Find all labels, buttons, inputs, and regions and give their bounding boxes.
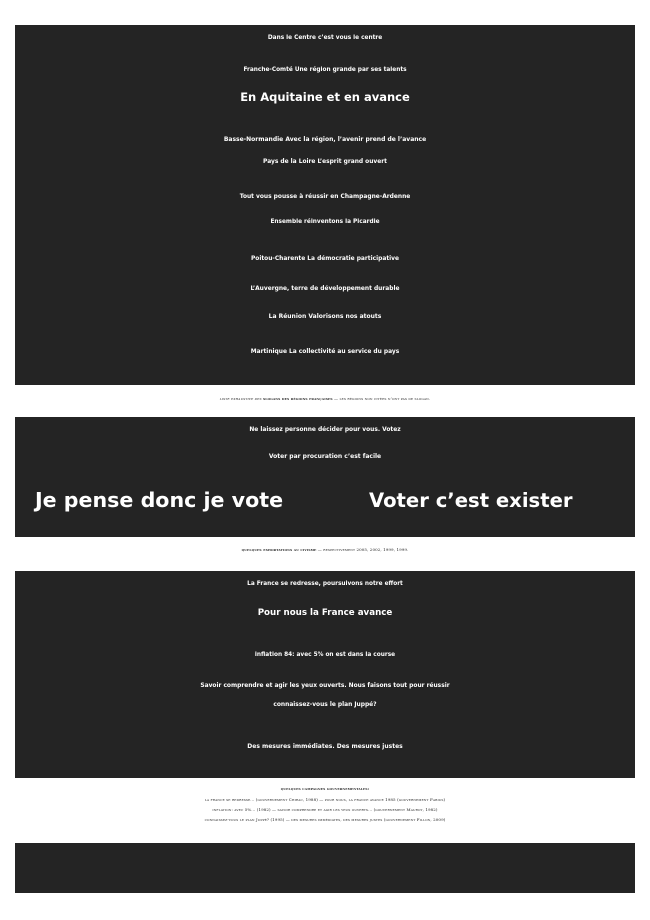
civisme-procuration: Voter par procuration c’est facile [268,453,382,460]
slogan-champagne-ardenne: Tout vous pousse à réussir en Champagne-Ardenne [239,194,411,200]
gouv-redresse: La France se redresse, poursuivons notre effort [247,581,403,587]
regions-caption-italic: liste exhaustive des [219,396,262,401]
gouv-savoir-comprendre: Savoir comprendre et agir les yeux ouverts. Nous faisons tout pour réussir [200,683,450,689]
gouv-france-avance: Pour nous la France avance [257,608,393,618]
civisme-caption [0,548,650,552]
slogan-martinique: Martinique La collectivité au service du pays [250,349,400,355]
regions-caption [0,397,650,401]
gouvernement-caption-line-2-text: inflation: avec 5%... (1982) — savoir comprendre et agir les yeux ouverts... (gouvernement Mauroy, 1982) [212,807,438,812]
slogan-auvergne: L’Auvergne, terre de développement durable [250,286,400,292]
regions-caption-bold: slogans des régions françaises [263,396,333,401]
empty-panel [15,843,635,893]
civisme-panel [15,417,635,537]
gouvernement-caption-title-text: quelques campagnes gouvernementales: [280,786,370,791]
slogan-centre: Dans le Centre c’est vous le centre [267,35,383,41]
gouvernement-caption-line-2 [0,808,650,812]
civisme-je-pense: Je pense donc je vote [35,488,284,512]
gouvernement-caption-line-3-text: connaissez-vous le plan Juppé? (1995) — des mesures immédiates, des mesures justes (gouvernement Fillon, 2009) [204,817,446,822]
gouv-mesures: Des mesures immédiates. Des mesures justes [247,743,403,750]
slogan-picardie: Ensemble réinventons la Picardie [270,219,380,225]
gouv-inflation: inflation 84: avec 5% on est dans la course [254,652,396,658]
gouv-plan-juppe: connaissez-vous le plan Juppé? [273,702,377,708]
civisme-caption-bold: quelques exhortations au civisme [241,547,317,552]
regions-panel [15,25,635,385]
slogan-basse-normandie: Basse-Normandie Avec la région, l’avenir prend de l’avance [223,136,427,143]
gouvernement-caption-line-3 [0,818,650,822]
slogan-franche-comte: Franche-Comté Une région grande par ses talents [243,67,407,73]
civisme-votez: Ne laissez personne décider pour vous. Votez [249,427,401,433]
gouvernement-panel [15,571,635,778]
slogan-reunion: La Réunion Valorisons nos atouts [268,313,382,320]
slogan-poitou-charente: Poitou-Charente La démocratie participative [250,256,400,262]
gouvernement-caption-line-1-text: la france se redresse... (gouvernement Chirac, 1988) — pour nous, la france avance 1985 (gouvernement Fabius) [204,797,446,802]
slogan-pays-de-la-loire: Pays de la Loire L’esprit grand ouvert [263,159,387,165]
regions-caption-rest: — les régions non citées n’ont pas de slogan. [332,396,431,401]
gouvernement-caption-title [0,787,650,791]
civisme-caption-rest: — respectivement 2005, 2002, 1999, 1999. [316,547,409,552]
civisme-exister: Voter c’est exister [369,489,573,512]
gouvernement-caption-line-1 [0,798,650,802]
slogan-aquitaine: En Aquitaine et en avance [240,90,410,104]
